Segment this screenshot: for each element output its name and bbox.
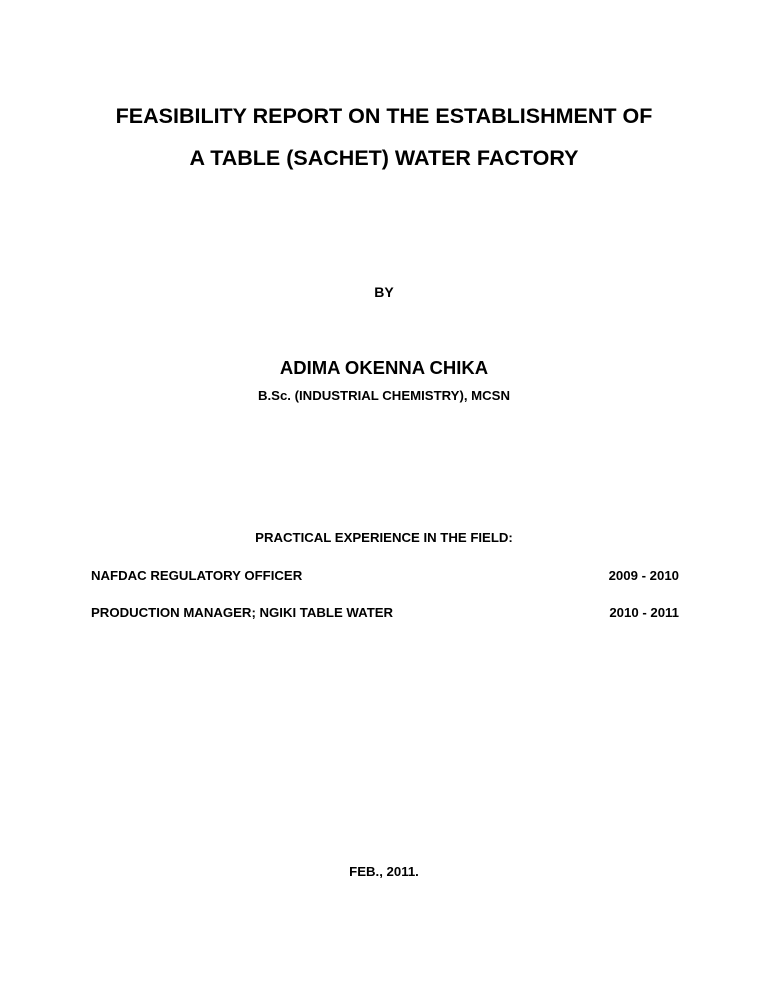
report-title-line-2: A TABLE (SACHET) WATER FACTORY: [189, 146, 579, 170]
experience-years: 2009 - 2010: [608, 568, 679, 583]
experience-role: NAFDAC REGULATORY OFFICER: [91, 568, 303, 583]
experience-years: 2010 - 2011: [609, 605, 679, 620]
author-name: ADIMA OKENNA CHIKA: [279, 357, 489, 378]
experience-item: [91, 568, 679, 583]
report-date: FEB., 2011.: [349, 864, 419, 879]
experience-role: PRODUCTION MANAGER; NGIKI TABLE WATER: [91, 605, 394, 620]
author-credentials: B.Sc. (INDUSTRIAL CHEMISTRY), MCSN: [257, 388, 511, 403]
by-label: BY: [374, 284, 394, 300]
report-title: [60, 95, 708, 179]
experience-heading: PRACTICAL EXPERIENCE IN THE FIELD:: [255, 530, 513, 545]
experience-item: [91, 605, 679, 620]
report-title-line-1: FEASIBILITY REPORT ON THE ESTABLISHMENT OF: [115, 104, 653, 128]
